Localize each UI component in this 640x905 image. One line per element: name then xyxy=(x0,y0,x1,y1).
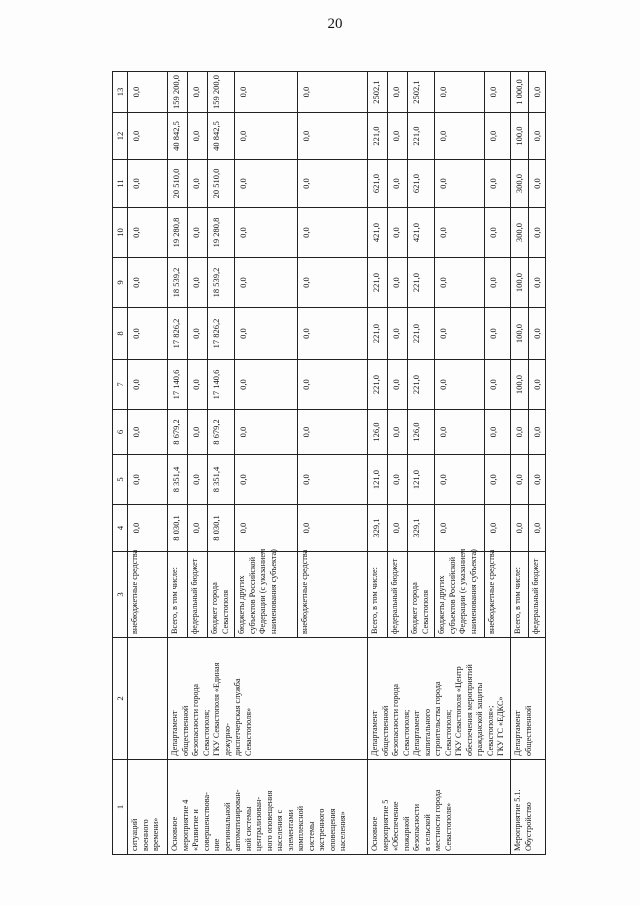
funding-value-cell: 2502,1 xyxy=(368,71,388,112)
column-number-7: 7 xyxy=(113,359,128,409)
funding-value-cell: 126,0 xyxy=(408,409,435,454)
column-number-4: 4 xyxy=(113,504,128,551)
funding-value-cell: 0,0 xyxy=(298,359,368,409)
funding-value-cell: 0,0 xyxy=(188,504,208,551)
funding-value-cell: 40 842,5 xyxy=(168,112,188,159)
funding-value-cell: 0,0 xyxy=(128,159,168,207)
funding-value-cell: 19 280,8 xyxy=(208,207,235,257)
funding-value-cell: 300,0 xyxy=(511,159,529,207)
funding-value-cell: 329,1 xyxy=(408,504,435,551)
column-number-13: 13 xyxy=(113,71,128,112)
funding-value-cell: 0,0 xyxy=(188,71,208,112)
funding-value-cell: 221,0 xyxy=(408,307,435,359)
column-number-5: 5 xyxy=(113,454,128,504)
funding-value-cell: 0,0 xyxy=(235,409,298,454)
funding-source-cell: федеральный бюджет xyxy=(529,551,546,637)
funding-value-cell: 0,0 xyxy=(298,257,368,307)
funding-value-cell: 0,0 xyxy=(235,359,298,409)
funding-value-cell: 221,0 xyxy=(408,257,435,307)
funding-value-cell: 0,0 xyxy=(388,257,408,307)
funding-source-cell: внебюджетные средства xyxy=(485,551,511,637)
responsible-executors-cell xyxy=(128,637,168,759)
funding-value-cell: 0,0 xyxy=(298,504,368,551)
funding-value-cell: 0,0 xyxy=(529,257,546,307)
funding-value-cell: 100,0 xyxy=(511,112,529,159)
funding-value-cell: 0,0 xyxy=(298,409,368,454)
funding-value-cell: 0,0 xyxy=(128,504,168,551)
funding-value-cell: 221,0 xyxy=(368,359,388,409)
funding-value-cell: 20 510,0 xyxy=(208,159,235,207)
funding-value-cell: 0,0 xyxy=(128,257,168,307)
funding-value-cell: 0,0 xyxy=(529,112,546,159)
funding-value-cell: 0,0 xyxy=(435,454,485,504)
funding-source-cell: бюджет города Севастополя xyxy=(208,551,235,637)
funding-value-cell: 121,0 xyxy=(408,454,435,504)
funding-value-cell: 0,0 xyxy=(298,207,368,257)
funding-value-cell: 221,0 xyxy=(368,112,388,159)
funding-value-cell: 17 140,6 xyxy=(208,359,235,409)
funding-value-cell: 0,0 xyxy=(235,159,298,207)
funding-value-cell: 0,0 xyxy=(188,207,208,257)
funding-value-cell: 0,0 xyxy=(235,71,298,112)
funding-value-cell: 0,0 xyxy=(235,454,298,504)
measure-name-cell: Основное мероприятие 4 «Развитие и совершенствова- ние региональной автоматизирован- ной системы централизован- ного оповещения населения с элементами комплексной системы экстренного оповещения населения» xyxy=(168,759,368,854)
funding-value-cell: 18 539,2 xyxy=(168,257,188,307)
funding-value-cell: 0,0 xyxy=(511,504,529,551)
funding-value-cell: 621,0 xyxy=(368,159,388,207)
funding-value-cell: 0,0 xyxy=(128,71,168,112)
funding-value-cell: 40 842,5 xyxy=(208,112,235,159)
funding-value-cell: 300,0 xyxy=(511,207,529,257)
funding-value-cell: 621,0 xyxy=(408,159,435,207)
column-number-12: 12 xyxy=(113,112,128,159)
funding-value-cell: 0,0 xyxy=(485,112,511,159)
funding-value-cell: 0,0 xyxy=(188,112,208,159)
funding-value-cell: 18 539,2 xyxy=(208,257,235,307)
funding-value-cell: 20 510,0 xyxy=(168,159,188,207)
column-number-6: 6 xyxy=(113,409,128,454)
funding-value-cell: 0,0 xyxy=(529,71,546,112)
funding-value-cell: 221,0 xyxy=(368,257,388,307)
funding-value-cell: 17 140,6 xyxy=(168,359,188,409)
funding-value-cell: 0,0 xyxy=(511,454,529,504)
funding-value-cell: 100,0 xyxy=(511,359,529,409)
column-number-3: 3 xyxy=(113,551,128,637)
funding-value-cell: 0,0 xyxy=(388,409,408,454)
funding-value-cell: 0,0 xyxy=(435,409,485,454)
funding-value-cell: 0,0 xyxy=(529,207,546,257)
funding-value-cell: 0,0 xyxy=(485,159,511,207)
funding-value-cell: 0,0 xyxy=(388,207,408,257)
funding-value-cell: 0,0 xyxy=(388,359,408,409)
funding-value-cell: 0,0 xyxy=(435,307,485,359)
funding-source-cell: бюджеты других субъектов Российской Федерации (с указанием наименования субъекта) xyxy=(235,551,298,637)
funding-value-cell: 0,0 xyxy=(128,207,168,257)
responsible-executors-cell: Департамент общественной безопасности города Севастополя; Департамент капитального строительства города Севастополя; ГКУ Севастополя «Центр обеспечения мероприятий гражданской защиты Севастополя»; ГКУ ГС «ЕДКС» xyxy=(368,637,511,759)
funding-value-cell: 0,0 xyxy=(188,409,208,454)
funding-value-cell: 8 351,4 xyxy=(208,454,235,504)
funding-value-cell: 0,0 xyxy=(485,307,511,359)
measure-name-cell: Мероприятие 5.1. Обустройство xyxy=(511,759,546,854)
funding-value-cell: 0,0 xyxy=(529,409,546,454)
funding-value-cell: 221,0 xyxy=(368,307,388,359)
funding-value-cell: 0,0 xyxy=(188,454,208,504)
page-number: 20 xyxy=(327,16,343,32)
funding-value-cell: 0,0 xyxy=(188,257,208,307)
funding-value-cell: 8 030,1 xyxy=(168,504,188,551)
funding-value-cell: 0,0 xyxy=(435,257,485,307)
funding-value-cell: 0,0 xyxy=(435,504,485,551)
funding-value-cell: 421,0 xyxy=(368,207,388,257)
funding-value-cell: 1 000,0 xyxy=(511,71,529,112)
funding-value-cell: 0,0 xyxy=(298,307,368,359)
funding-source-cell: внебюджетные средства xyxy=(128,551,168,637)
funding-source-cell: внебюджетные средства xyxy=(298,551,368,637)
funding-source-cell: Всего, в том числе: xyxy=(368,551,388,637)
funding-value-cell: 17 826,2 xyxy=(168,307,188,359)
funding-value-cell: 0,0 xyxy=(298,112,368,159)
funding-value-cell: 221,0 xyxy=(408,112,435,159)
measure-name-cell: ситуаций военного времени» xyxy=(128,759,168,854)
responsible-executors-cell: Департамент общественной xyxy=(511,637,546,759)
funding-value-cell: 0,0 xyxy=(529,159,546,207)
funding-value-cell: 17 826,2 xyxy=(208,307,235,359)
funding-source-cell: федеральный бюджет xyxy=(388,551,408,637)
funding-value-cell: 0,0 xyxy=(435,207,485,257)
funding-value-cell: 0,0 xyxy=(529,307,546,359)
funding-value-cell: 100,0 xyxy=(511,307,529,359)
funding-source-cell: федеральный бюджет xyxy=(188,551,208,637)
funding-value-cell: 0,0 xyxy=(511,409,529,454)
funding-value-cell: 329,1 xyxy=(368,504,388,551)
funding-value-cell: 0,0 xyxy=(128,409,168,454)
funding-value-cell: 8 351,4 xyxy=(168,454,188,504)
column-number-8: 8 xyxy=(113,307,128,359)
funding-value-cell: 0,0 xyxy=(128,112,168,159)
funding-value-cell: 0,0 xyxy=(485,504,511,551)
funding-value-cell: 421,0 xyxy=(408,207,435,257)
funding-value-cell: 8 679,2 xyxy=(208,409,235,454)
funding-value-cell: 0,0 xyxy=(529,454,546,504)
funding-value-cell: 0,0 xyxy=(388,112,408,159)
column-number-1: 1 xyxy=(113,759,128,854)
funding-value-cell: 0,0 xyxy=(485,257,511,307)
funding-value-cell: 159 200,0 xyxy=(208,71,235,112)
funding-value-cell: 159 200,0 xyxy=(168,71,188,112)
column-number-2: 2 xyxy=(113,637,128,759)
funding-value-cell: 0,0 xyxy=(128,307,168,359)
funding-value-cell: 8 030,1 xyxy=(208,504,235,551)
funding-value-cell: 0,0 xyxy=(235,307,298,359)
funding-source-cell: бюджет города Севастополя xyxy=(408,551,435,637)
funding-value-cell: 0,0 xyxy=(128,454,168,504)
funding-value-cell: 100,0 xyxy=(511,257,529,307)
funding-value-cell: 0,0 xyxy=(298,71,368,112)
responsible-executors-cell: Департамент общественной безопасности города Севастополя; ГКУ Севастополя «Единая дежурно- диспетчерская служба Севастополя» xyxy=(168,637,368,759)
funding-value-cell: 0,0 xyxy=(529,504,546,551)
budget-table xyxy=(112,71,546,855)
funding-value-cell: 0,0 xyxy=(388,504,408,551)
funding-value-cell: 0,0 xyxy=(298,159,368,207)
funding-value-cell: 0,0 xyxy=(529,359,546,409)
funding-value-cell: 0,0 xyxy=(435,359,485,409)
funding-value-cell: 0,0 xyxy=(485,71,511,112)
column-number-10: 10 xyxy=(113,207,128,257)
funding-value-cell: 0,0 xyxy=(235,504,298,551)
funding-value-cell: 0,0 xyxy=(235,112,298,159)
funding-value-cell: 0,0 xyxy=(485,454,511,504)
measure-name-cell: Основное мероприятие 5 «Обеспечение пожарной безопасности в сельской местности города Севастополя» xyxy=(368,759,511,854)
funding-value-cell: 0,0 xyxy=(128,359,168,409)
funding-value-cell: 126,0 xyxy=(368,409,388,454)
funding-value-cell: 0,0 xyxy=(388,454,408,504)
funding-value-cell: 221,0 xyxy=(408,359,435,409)
funding-value-cell: 8 679,2 xyxy=(168,409,188,454)
funding-value-cell: 0,0 xyxy=(235,207,298,257)
funding-source-cell: бюджеты других субъектов Российской Федерации (с указанием наименования субъекта) xyxy=(435,551,485,637)
funding-value-cell: 0,0 xyxy=(435,159,485,207)
funding-value-cell: 19 280,8 xyxy=(168,207,188,257)
funding-value-cell: 0,0 xyxy=(485,359,511,409)
column-number-9: 9 xyxy=(113,257,128,307)
funding-source-cell: Всего, в том числе: xyxy=(168,551,188,637)
column-number-11: 11 xyxy=(113,159,128,207)
funding-value-cell: 0,0 xyxy=(485,207,511,257)
funding-value-cell: 0,0 xyxy=(485,409,511,454)
funding-value-cell: 0,0 xyxy=(388,71,408,112)
funding-value-cell: 0,0 xyxy=(188,359,208,409)
funding-value-cell: 2502,1 xyxy=(408,71,435,112)
funding-value-cell: 0,0 xyxy=(388,307,408,359)
funding-source-cell: Всего, в том числе: xyxy=(511,551,529,637)
funding-value-cell: 0,0 xyxy=(435,71,485,112)
funding-value-cell: 0,0 xyxy=(388,159,408,207)
funding-value-cell: 0,0 xyxy=(298,454,368,504)
funding-value-cell: 0,0 xyxy=(235,257,298,307)
funding-value-cell: 0,0 xyxy=(435,112,485,159)
funding-value-cell: 121,0 xyxy=(368,454,388,504)
funding-value-cell: 0,0 xyxy=(188,159,208,207)
funding-value-cell: 0,0 xyxy=(188,307,208,359)
